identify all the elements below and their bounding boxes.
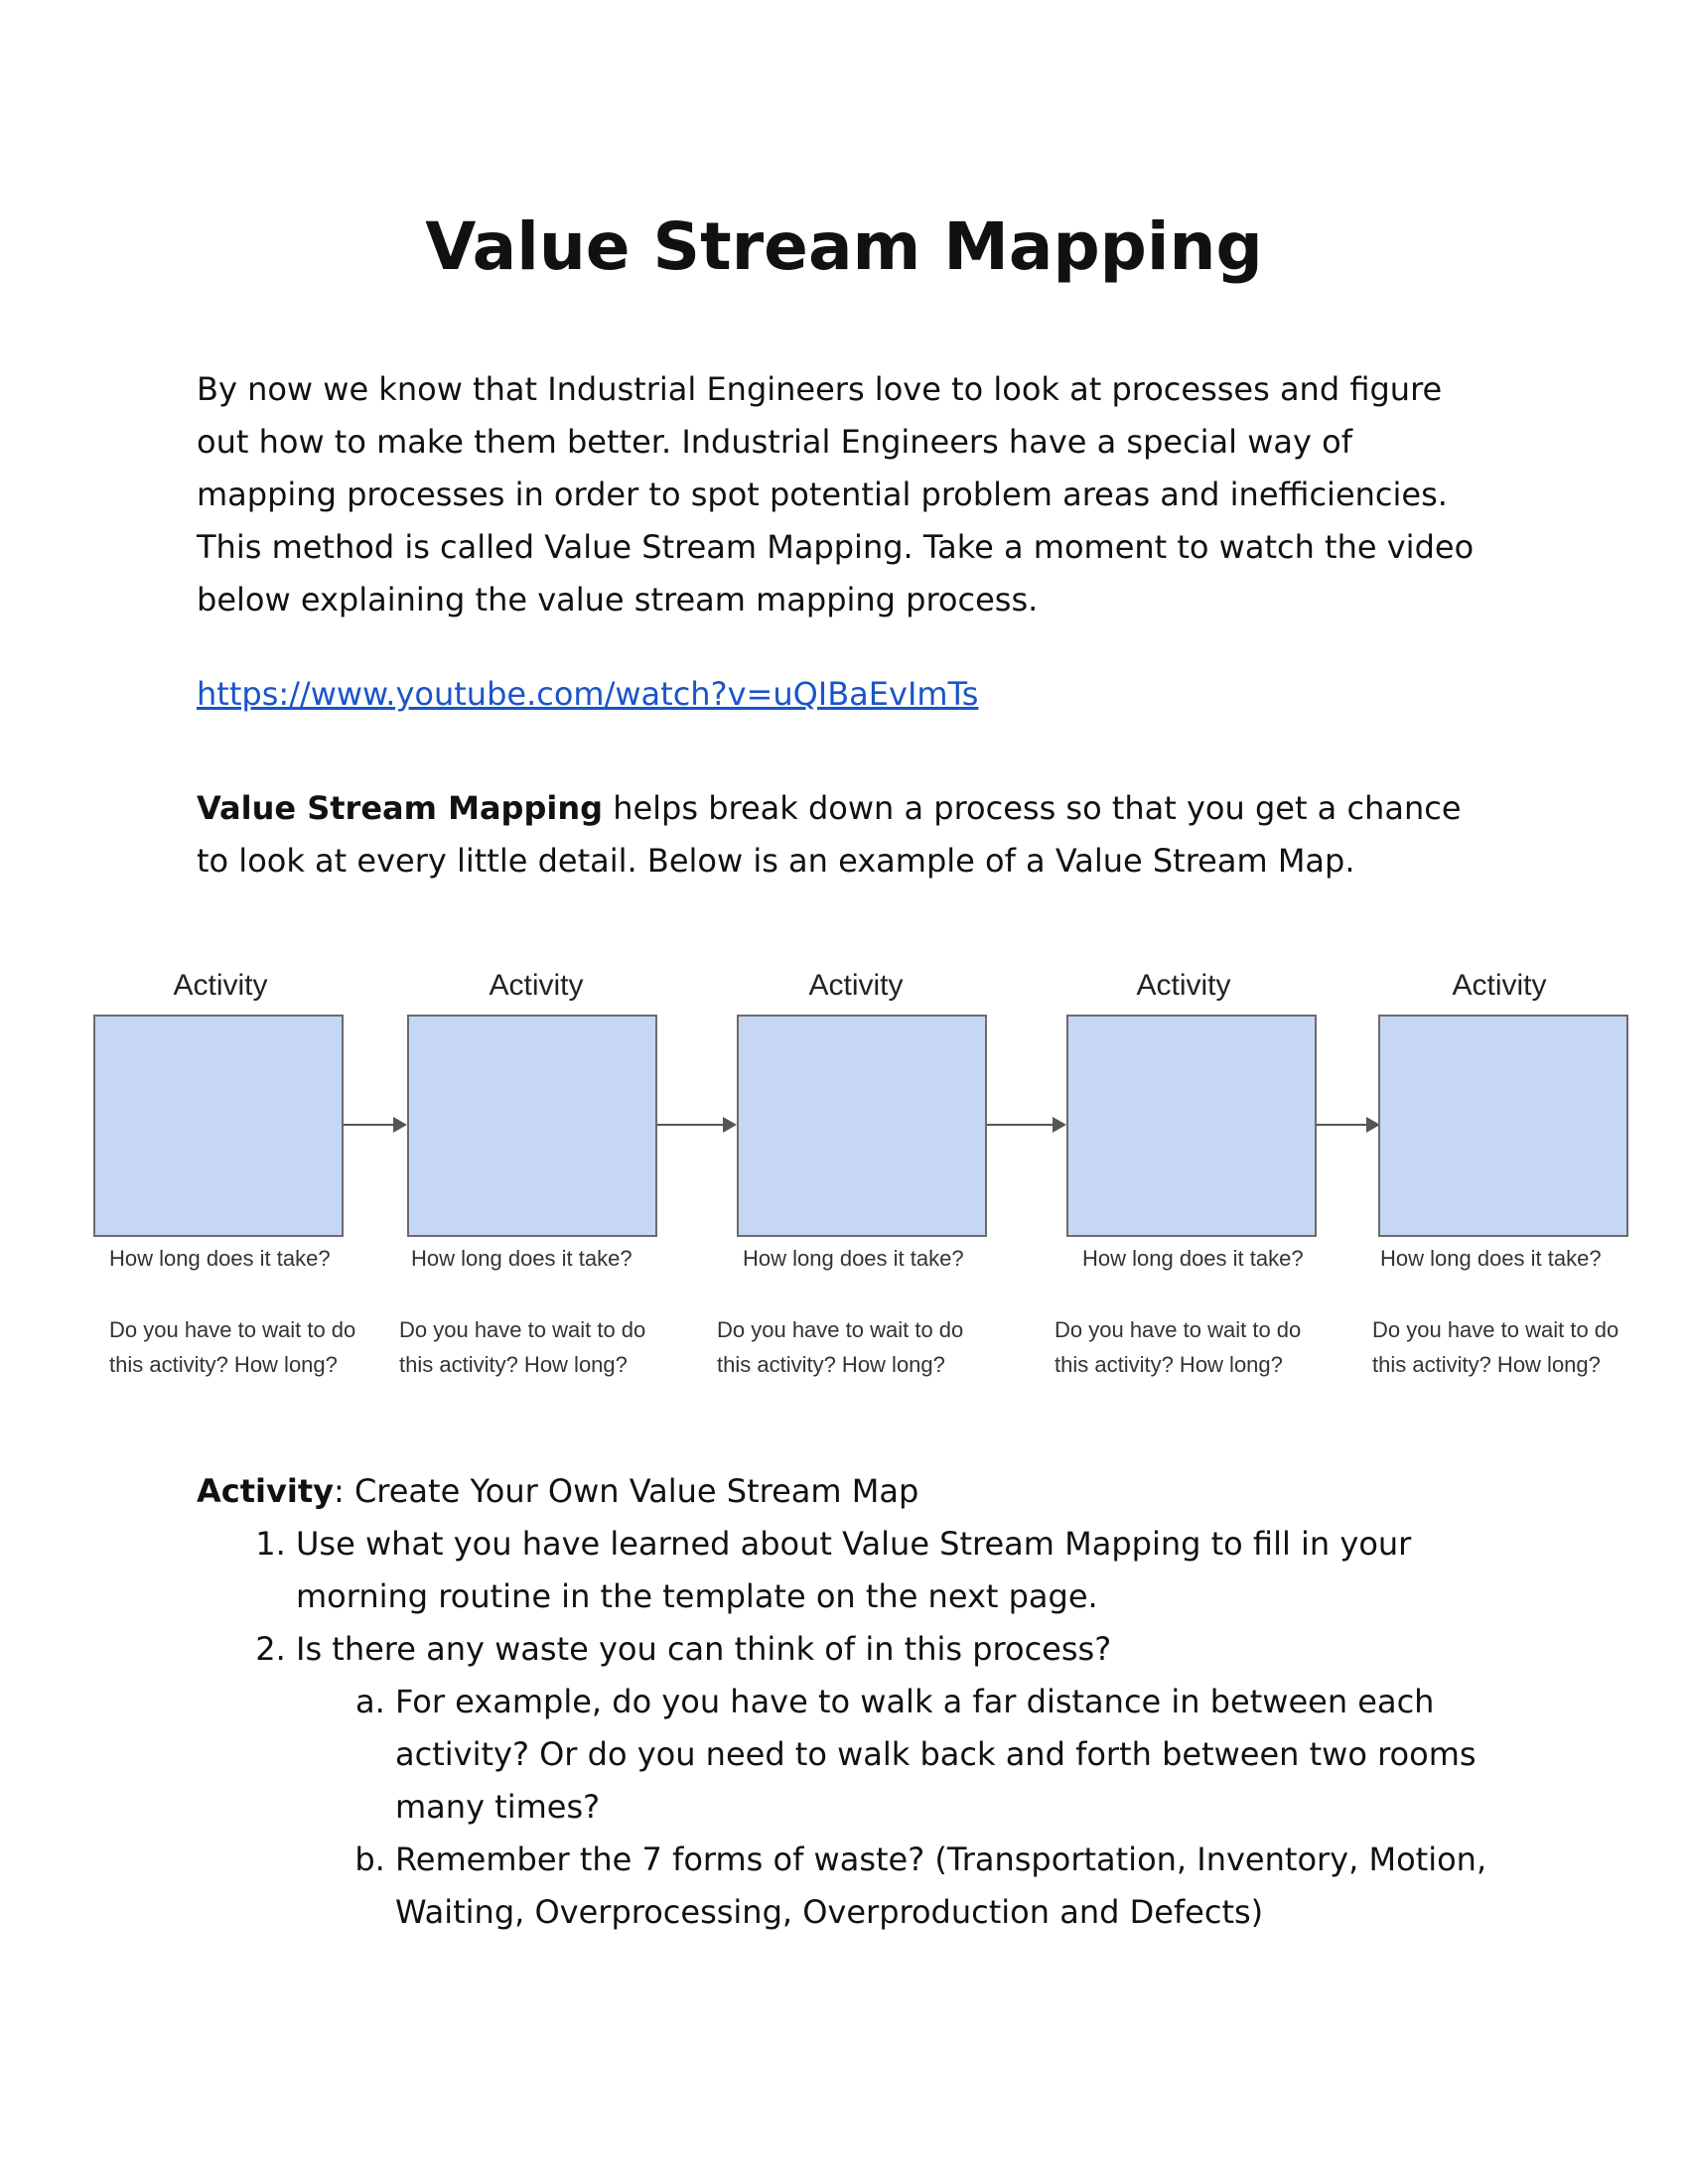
step-text: Use what you have learned about Value Stream Mapping to fill in your morning routine in the template on the next page. [296,1525,1412,1615]
activity-wait-question: Do you have to wait to do this activity? How long? [717,1317,964,1377]
activity-heading [197,1465,1497,1518]
activity-box [737,1015,987,1237]
activity-step-5 [1350,963,1648,1400]
vsm-description [197,782,1497,887]
activity-title: Activity [489,969,584,1002]
list-item [296,1518,1497,1623]
intro-paragraph: By now we know that Industrial Engineers love to look at processes and figure out how to make them better. Industrial Engineers have a special way of mapping processes in order to spot potential problem areas and inefficiencies. This method is called Value Stream Mapping. Take a moment to watch the video below explaining the value stream mapping process. [197,370,1475,618]
activity-steps-list [197,1518,1497,1939]
value-stream-map-diagram [0,963,1688,1400]
activity-box [93,1015,344,1237]
activity-time-question: How long does it take? [743,1246,964,1271]
activity-section [197,1465,1497,1939]
activity-wait-question: Do you have to wait to do this activity? How long? [109,1317,356,1377]
activity-heading-title: : Create Your Own Value Stream Map [333,1472,919,1510]
page-title: Value Stream Mapping [425,208,1263,285]
activity-step-3 [707,963,1005,1400]
activity-wait-question: Do you have to wait to do this activity? How long? [1372,1317,1619,1377]
list-item [296,1623,1497,1939]
list-item [395,1834,1497,1939]
activity-title: Activity [1452,969,1547,1002]
vsm-description-text: helps break down a process so that you get a chance to look at every little detail. Below is an example of a Value Stream Map. [197,789,1462,880]
waste-substeps-list [296,1676,1497,1939]
activity-time-question: How long does it take? [1380,1246,1602,1271]
substep-text: Remember the 7 forms of waste? (Transportation, Inventory, Motion, Waiting, Overprocessing, Overproduction and Defects) [395,1841,1487,1931]
activity-step-2 [387,963,685,1400]
activity-wait-question: Do you have to wait to do this activity? How long? [399,1317,646,1377]
activity-time-question: How long does it take? [1082,1246,1304,1271]
activity-wait-question: Do you have to wait to do this activity? How long? [1055,1317,1302,1377]
activity-box [407,1015,657,1237]
activity-title: Activity [1136,969,1231,1002]
activity-title: Activity [173,969,268,1002]
activity-box [1378,1015,1628,1237]
activity-box [1066,1015,1317,1237]
activity-step-1 [71,963,369,1400]
step-text: Is there any waste you can think of in this process? [296,1630,1112,1668]
vsm-description-bold: Value Stream Mapping [197,789,604,827]
activity-heading-label: Activity [197,1472,334,1510]
substep-text: For example, do you have to walk a far distance in between each activity? Or do you need to walk back and forth between two rooms many times? [395,1683,1477,1826]
activity-time-question: How long does it take? [109,1246,331,1271]
video-link[interactable]: https://www.youtube.com/watch?v=uQIBaEvImTs [197,675,979,713]
activity-time-question: How long does it take? [411,1246,633,1271]
list-item [395,1676,1497,1834]
activity-step-4 [1035,963,1333,1400]
activity-title: Activity [808,969,904,1002]
